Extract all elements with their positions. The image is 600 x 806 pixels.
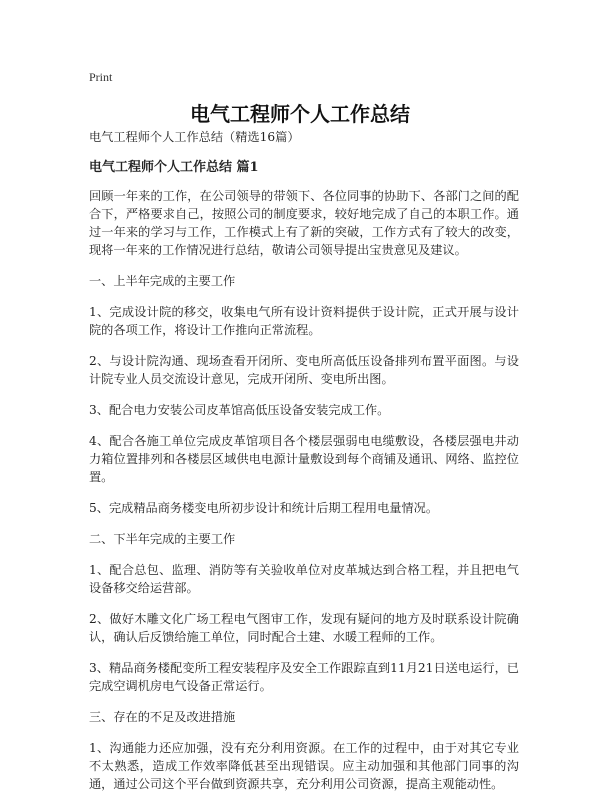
section-heading-shortcomings: 三、存在的不足及改进措施 (89, 710, 236, 724)
paragraph-item: 4、配合各施工单位完成皮革馆项目各个楼层强弱电电缆敷设，各楼层强电井动力箱位置排列和各楼层区域供电电源计量敷设到每个商铺及通讯、网络、监控位置。 (89, 434, 519, 484)
paragraph-intro: 回顾一年来的工作，在公司领导的带领下、各位同事的协助下、各部门之间的配合下，严格要求自己，按照公司的制度要求，较好地完成了自己的本职工作。通过一年来的学习与工作，工作模式上有了新的突破，工作方式有了较大的改变，现将一年来的工作情况进行总结，敬请公司领导提出宝贵意见及建议。 (89, 189, 519, 257)
paragraph-item: 1、沟通能力还应加强，没有充分利用资源。在工作的过程中，由于对其它专业不太熟悉，造成工作效率降低甚至出现错误。应主动加强和其他部门同事的沟通，通过公司这个平台做到资源共享，充分利用公司资源，提高主观能动性。 (89, 741, 519, 791)
paragraph-item: 5、完成精品商务楼变电所初步设计和统计后期工程用电量情况。 (89, 501, 439, 515)
document-subtitle: 电气工程师个人工作总结（精选16篇） (89, 130, 300, 144)
article-heading: 电气工程师个人工作总结 篇1 (89, 160, 259, 175)
paragraph-item: 1、完成设计院的移交，收集电气所有设计资料提供于设计院，正式开展与设计院的各项工作，将设计工作推向正常流程。 (89, 305, 519, 337)
section-heading-first-half: 一、上半年完成的主要工作 (89, 274, 236, 288)
print-label: Print (89, 70, 113, 84)
paragraph-item: 3、精品商务楼配变所工程安装程序及安全工作跟踪直到11月21日送电运行，已完成空调机房电气设备正常运行。 (89, 661, 519, 693)
paragraph-item: 1、配合总包、监理、消防等有关验收单位对皮革城达到合格工程，并且把电气设备移交给运营部。 (89, 563, 519, 595)
document-body (89, 128, 519, 806)
section-heading-second-half: 二、下半年完成的主要工作 (89, 532, 236, 546)
paragraph-item: 3、配合电力安装公司皮革馆高低压设备安装完成工作。 (89, 403, 390, 417)
paragraph-item: 2、与设计院沟通、现场查看开闭所、变电所高低压设备排列布置平面图。与设计院专业人员交流设计意见，完成开闭所、变电所出图。 (89, 354, 519, 386)
paragraph-item: 2、做好木雕文化广场工程电气图审工作，发现有疑问的地方及时联系设计院确认，确认后反馈给施工单位，同时配合土建、水暖工程师的工作。 (89, 612, 519, 644)
page-title: 电气工程师个人工作总结 (190, 102, 410, 126)
